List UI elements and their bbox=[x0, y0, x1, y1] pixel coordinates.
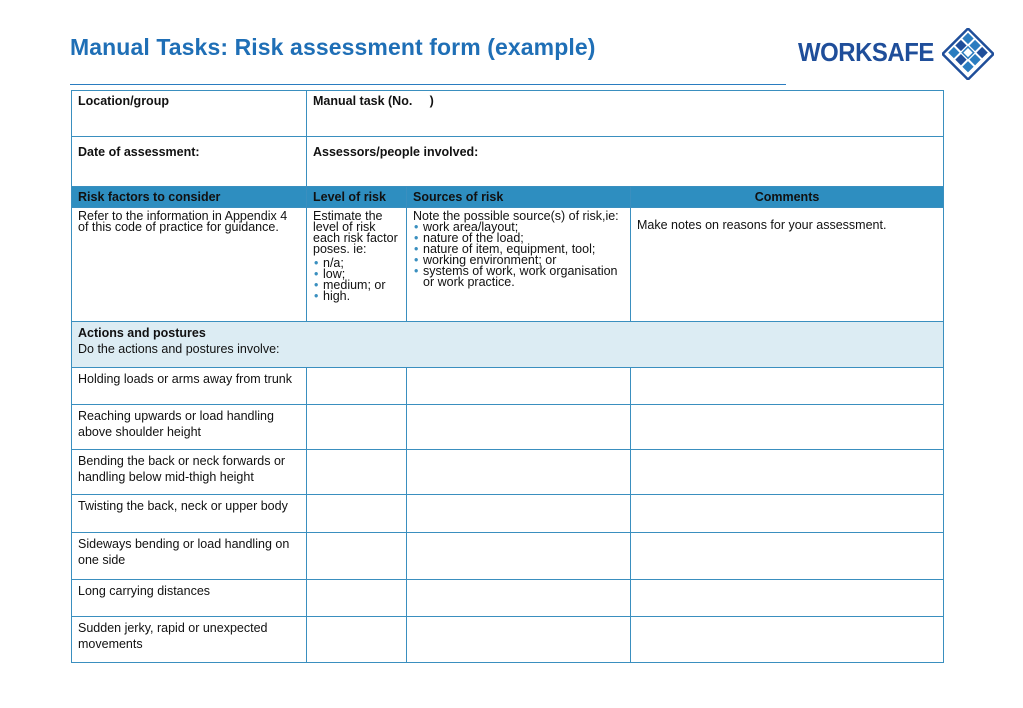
level-cell[interactable] bbox=[307, 495, 407, 533]
guidance-level-intro: Estimate the level of risk each risk factor poses. ie: bbox=[313, 209, 398, 256]
comments-cell[interactable] bbox=[631, 533, 944, 580]
comments-cell[interactable] bbox=[631, 450, 944, 495]
risk-factor-label: Sudden jerky, rapid or unexpected movements bbox=[72, 617, 307, 663]
list-item: • medium; or bbox=[323, 280, 400, 291]
sources-cell[interactable] bbox=[407, 580, 631, 617]
list-item: • high. bbox=[323, 291, 400, 302]
page-title: Manual Tasks: Risk assessment form (example) bbox=[70, 34, 596, 60]
logo-text-work: WORK bbox=[798, 36, 872, 67]
manual-task-field[interactable] bbox=[307, 91, 944, 137]
level-cell[interactable] bbox=[307, 450, 407, 495]
title-divider bbox=[70, 84, 786, 85]
list-item: • working environment; or bbox=[423, 255, 624, 266]
risk-assessment-table bbox=[71, 90, 944, 663]
column-header-row bbox=[72, 187, 944, 208]
table-row bbox=[72, 405, 944, 450]
section-subtitle: Do the actions and postures involve: bbox=[78, 342, 280, 356]
info-row-2 bbox=[72, 137, 944, 187]
risk-factor-label: Twisting the back, neck or upper body bbox=[72, 495, 307, 533]
info-row-1 bbox=[72, 91, 944, 137]
list-item: • nature of the load; bbox=[423, 233, 624, 244]
risk-factor-label: Holding loads or arms away from trunk bbox=[72, 368, 307, 405]
sources-cell[interactable] bbox=[407, 533, 631, 580]
guidance-sources-intro: Note the possible source(s) of risk,ie: bbox=[413, 209, 619, 223]
table-row bbox=[72, 533, 944, 580]
comments-cell[interactable] bbox=[631, 368, 944, 405]
location-field[interactable] bbox=[72, 91, 307, 137]
list-item: • nature of item, equipment, tool; bbox=[423, 244, 624, 255]
risk-factor-label: Sideways bending or load handling on one side bbox=[72, 533, 307, 580]
col-comments: Comments bbox=[631, 187, 944, 208]
section-header bbox=[72, 322, 944, 368]
list-item: • systems of work, work organisation or work practice. bbox=[423, 266, 624, 288]
guidance-level-list bbox=[313, 258, 400, 302]
table-row bbox=[72, 368, 944, 405]
section-row bbox=[72, 322, 944, 368]
table-row bbox=[72, 450, 944, 495]
section-title: Actions and postures bbox=[78, 326, 206, 340]
level-cell[interactable] bbox=[307, 368, 407, 405]
level-cell[interactable] bbox=[307, 617, 407, 663]
guidance-risk-factors: Refer to the information in Appendix 4 of this code of practice for guidance. bbox=[72, 208, 307, 322]
logo-text-safe: SAFE bbox=[871, 36, 934, 67]
sources-cell[interactable] bbox=[407, 450, 631, 495]
table-row bbox=[72, 495, 944, 533]
location-label: Location/group bbox=[78, 94, 169, 108]
table-row bbox=[72, 617, 944, 663]
table-row bbox=[72, 580, 944, 617]
guidance-row bbox=[72, 208, 944, 322]
sources-cell[interactable] bbox=[407, 495, 631, 533]
risk-factor-label: Long carrying distances bbox=[72, 580, 307, 617]
comments-cell[interactable] bbox=[631, 405, 944, 450]
sources-cell[interactable] bbox=[407, 617, 631, 663]
risk-factor-label: Bending the back or neck forwards or handling below mid-thigh height bbox=[72, 450, 307, 495]
assessors-label: Assessors/people involved: bbox=[313, 145, 479, 159]
worksafe-logo bbox=[798, 28, 946, 76]
list-item: • work area/layout; bbox=[423, 222, 624, 233]
level-cell[interactable] bbox=[307, 580, 407, 617]
col-level: Level of risk bbox=[307, 187, 407, 208]
list-item: • low; bbox=[323, 269, 400, 280]
guidance-comments: Make notes on reasons for your assessment. bbox=[631, 208, 944, 322]
date-label: Date of assessment: bbox=[78, 145, 200, 159]
risk-factor-label: Reaching upwards or load handling above shoulder height bbox=[72, 405, 307, 450]
list-item: • n/a; bbox=[323, 258, 400, 269]
col-sources: Sources of risk bbox=[407, 187, 631, 208]
guidance-sources-list bbox=[413, 222, 624, 288]
col-risk-factors: Risk factors to consider bbox=[72, 187, 307, 208]
worksafe-diamond-icon bbox=[942, 28, 994, 85]
level-cell[interactable] bbox=[307, 533, 407, 580]
guidance-level bbox=[307, 208, 407, 322]
level-cell[interactable] bbox=[307, 405, 407, 450]
guidance-sources bbox=[407, 208, 631, 322]
comments-cell[interactable] bbox=[631, 617, 944, 663]
comments-cell[interactable] bbox=[631, 580, 944, 617]
sources-cell[interactable] bbox=[407, 368, 631, 405]
date-field[interactable] bbox=[72, 137, 307, 187]
assessors-field[interactable] bbox=[307, 137, 944, 187]
comments-cell[interactable] bbox=[631, 495, 944, 533]
sources-cell[interactable] bbox=[407, 405, 631, 450]
manual-task-label: Manual task (No. ) bbox=[313, 94, 434, 108]
